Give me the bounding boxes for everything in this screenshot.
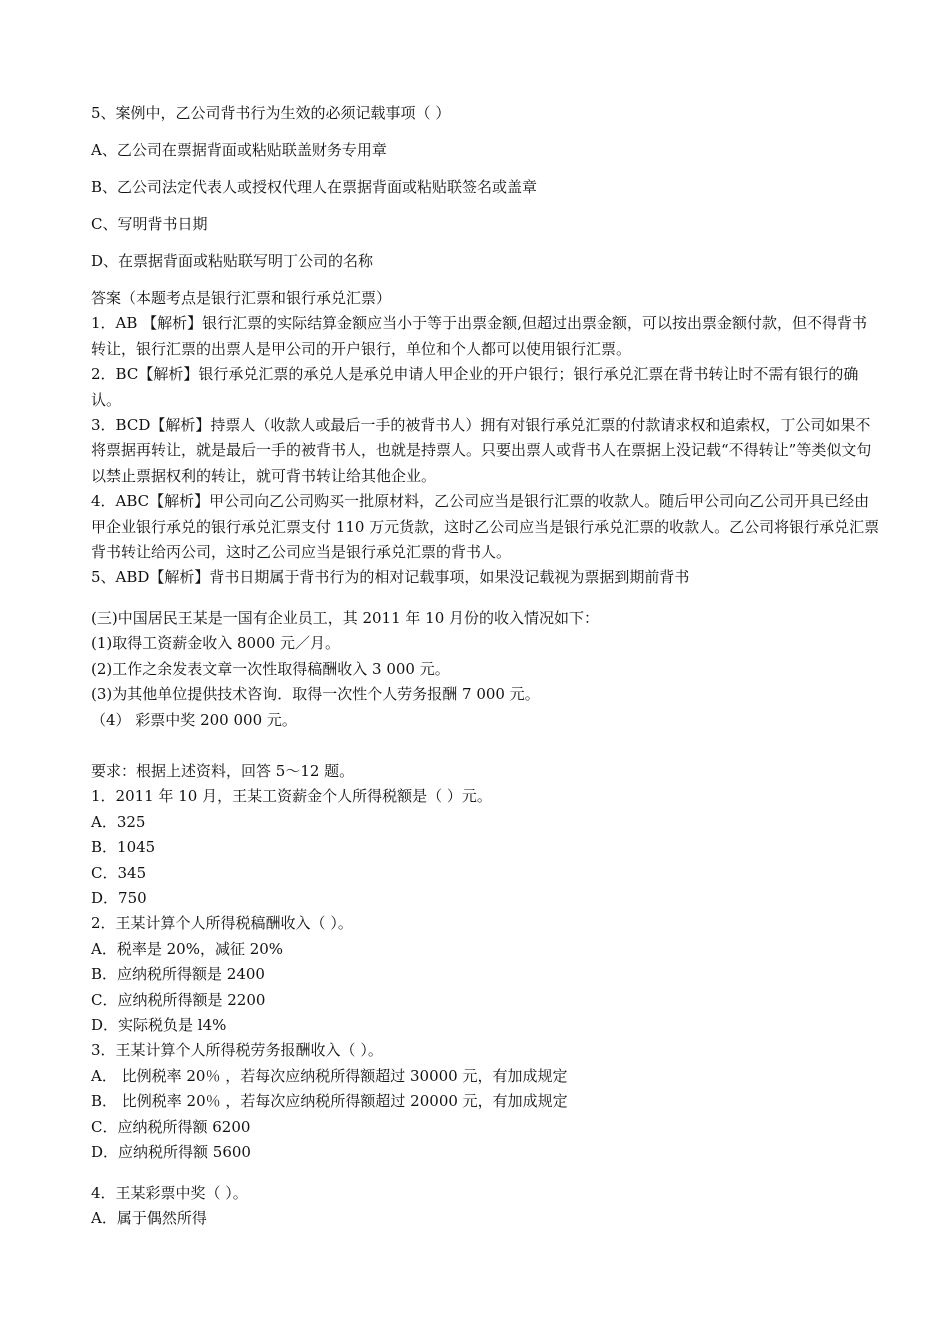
question-1-stem: 1．2011 年 10 月，王某工资薪金个人所得税额是（ ）元。 <box>91 787 492 806</box>
answer-item-3: 3．BCD【解析】持票人（收款人或最后一手的被背书人）拥有对银行承兑汇票的付款请求权和追索权，丁公司如果不将票据再转让，就是最后一手的被背书人，也就是持票人。只要出票人或背书人在票据上没记载“不得转让”等类似文句以禁止票据权利的转让，就可背书转让给其他企业。 <box>91 416 872 485</box>
question-1-option-b: B．1045 <box>91 838 156 857</box>
question-stem: 5、案例中，乙公司背书行为生效的必须记载事项（ ） <box>91 104 451 122</box>
case-question-5 <box>91 102 891 287</box>
question-2-stem: 2．王某计算个人所得税稿酬收入（ ）。 <box>91 914 353 933</box>
income-item-3: (3)为其他单位提供技术咨询．取得一次性个人劳务报酬 7 000 元。 <box>91 685 540 704</box>
option-d: D、在票据背面或粘贴联写明丁公司的名称 <box>91 252 374 270</box>
question-1-option-d: D．750 <box>91 889 147 908</box>
question-2-option-b: B．应纳税所得额是 2400 <box>91 965 265 984</box>
requirements-section <box>91 759 881 1166</box>
income-item-2: (2)工作之余发表文章一次性取得稿酬收入 3 000 元。 <box>91 659 450 678</box>
answer-item-2: 2．BC【解析】银行承兑汇票的承兑人是承兑申请人甲企业的开户银行；银行承兑汇票在背书转让时不需有银行的确认。 <box>91 365 859 409</box>
option-c: C、写明背书日期 <box>91 215 208 233</box>
question-2-option-a: A．税率是 20%，减征 20% <box>91 939 284 958</box>
question-4-option-a: A．属于偶然所得 <box>91 1209 207 1228</box>
answer-item-4: 4．ABC【解析】甲公司向乙公司购买一批原材料，乙公司应当是银行汇票的收款人。随后甲公司向乙公司开具已经由甲企业银行承兑的银行承兑汇票支付 110 万元货款，这时乙公司应当是银行承兑汇票的收款人。乙公司将银行承兑汇票背书转让给丙公司，这时乙公司应当是银行承兑汇票的背书人。 <box>91 492 880 562</box>
question-3-option-c: C．应纳税所得额 6200 <box>91 1117 251 1136</box>
income-item-1: (1)取得工资薪金收入 8000 元／月。 <box>91 634 340 653</box>
answer-section <box>91 286 881 591</box>
question-3-option-b: B． 比例税率 20％ ，若每次应纳税所得额超过 20000 元，有加成规定 <box>91 1092 568 1111</box>
income-item-4: （4） 彩票中奖 200 000 元。 <box>91 710 297 729</box>
question-3-stem: 3．王某计算个人所得税劳务报酬收入（ ）。 <box>91 1041 383 1060</box>
question-2-option-c: C．应纳税所得额是 2200 <box>91 990 266 1009</box>
requirements-intro: 要求：根据上述资料，回答 5～12 题。 <box>91 762 355 780</box>
question-2-option-d: D．实际税负是 l4% <box>91 1016 227 1035</box>
question-3-option-a: A． 比例税率 20％ ，若每次应纳税所得额超过 30000 元，有加成规定 <box>91 1066 568 1085</box>
question-4-stem: 4．王某彩票中奖（ ）。 <box>91 1184 248 1202</box>
option-a: A、乙公司在票据背面或粘贴联盖财务专用章 <box>91 141 387 159</box>
answer-title: 答案（本题考点是银行汇票和银行承兑汇票） <box>91 289 392 307</box>
question-1-option-c: C．345 <box>91 863 147 882</box>
question-4-section <box>91 1181 881 1232</box>
question-3-option-d: D．应纳税所得额 5600 <box>91 1143 251 1162</box>
case-three-intro: (三)中国居民王某是一国有企业员工，其 2011 年 10 月份的收入情况如下： <box>91 609 600 627</box>
question-1-option-a: A．325 <box>91 812 146 831</box>
answer-item-1: 1．AB 【解析】银行汇票的实际结算金额应当小于等于出票金额,但超过出票金额，可以按出票金额付款，但不得背书转让，银行汇票的出票人是甲公司的开户银行，单位和个人都可以使用银行汇票。 <box>91 314 867 358</box>
case-three-section <box>91 606 881 733</box>
answer-item-5: 5、ABD【解析】背书日期属于背书行为的相对记载事项，如果没记载视为票据到期前背书 <box>91 568 690 587</box>
option-b: B、乙公司法定代表人或授权代理人在票据背面或粘贴联签名或盖章 <box>91 178 538 196</box>
